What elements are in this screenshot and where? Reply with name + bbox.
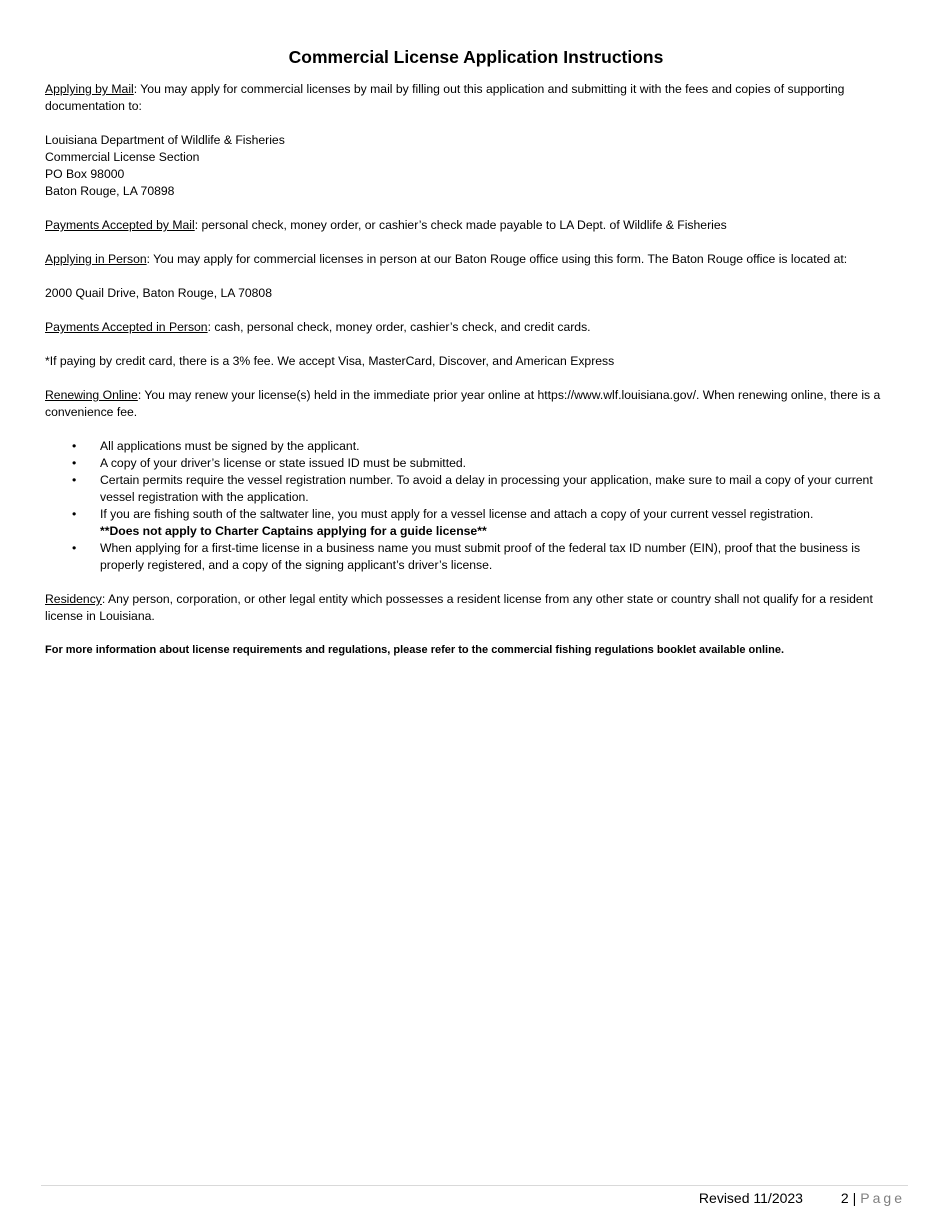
payments-mail-text: : personal check, money order, or cashier’s check made payable to LA Dept. of Wildlife & Fisheries: [194, 218, 727, 232]
person-text: : You may apply for commercial licenses in person at our Baton Rouge office using this form. The Baton Rouge office is located at:: [146, 252, 848, 266]
payments-person-paragraph: [45, 319, 907, 336]
payments-mail-heading: Payments Accepted by Mail: [45, 218, 195, 232]
credit-card-note: *If paying by credit card, there is a 3% fee. We accept Visa, MasterCard, Discover, and American Express: [45, 354, 615, 368]
page-label: Page: [860, 1190, 905, 1206]
person-paragraph: [45, 251, 907, 268]
payments-mail-paragraph: [45, 217, 907, 234]
residency-paragraph: [45, 591, 907, 625]
residency-heading: Residency: [45, 592, 102, 606]
page-title: Commercial License Application Instructions: [288, 47, 664, 67]
bullet-icon: •: [72, 473, 77, 487]
mail-paragraph: [45, 81, 907, 115]
revision-date: Revised 11/2023: [698, 1190, 803, 1206]
requirements-list: [45, 438, 907, 574]
list-item: • A copy of your driver’s license or state issued ID must be submitted.: [72, 456, 467, 470]
footer-divider: [41, 1185, 908, 1186]
renew-text: : You may renew your license(s) held in the immediate prior year online at https://www.wlf.louisiana.gov/. When renewing online, there is a convenience fee.: [45, 388, 881, 419]
mail-heading: Applying by Mail: [45, 82, 134, 96]
page-number: 2: [840, 1190, 849, 1206]
residency-text: : Any person, corporation, or other legal entity which possesses a resident license from any other state or country shall not qualify for a resident license in Louisiana.: [45, 592, 873, 623]
page-footer: [699, 1188, 905, 1208]
mail-text: : You may apply for commercial licenses by mail by filling out this application and submitting it with the fees and copies of supporting documentation to:: [45, 82, 845, 113]
bullet-icon: •: [72, 507, 77, 521]
list-item: • All applications must be signed by the applicant.: [72, 439, 360, 453]
list-item: • Certain permits require the vessel registration number. To avoid a delay in processing your application, make sure to mail a copy of your current vessel registration with the application.: [72, 473, 873, 504]
list-item: • When applying for a first-time license in a business name you must submit proof of the federal tax ID number (EIN), proof that the business is properly registered, and a copy of the signing applicant’s driver’s license.: [72, 541, 861, 572]
list-item: • If you are fishing south of the saltwater line, you must apply for a vessel license and attach a copy of your current vessel registration. **Does not apply to Charter Captains applying for a guide license**: [72, 507, 814, 538]
renew-heading: Renewing Online: [45, 388, 138, 402]
more-info-note: For more information about license requirements and regulations, please refer to the commercial fishing regulations booklet available online.: [45, 644, 784, 656]
person-heading: Applying in Person: [45, 252, 147, 266]
mail-address-line: Baton Rouge, LA 70898: [45, 184, 175, 198]
bullet-icon: •: [72, 541, 77, 555]
office-address: 2000 Quail Drive, Baton Rouge, LA 70808: [45, 286, 272, 300]
mail-address-line: PO Box 98000: [45, 167, 125, 181]
payments-person-text: : cash, personal check, money order, cashier’s check, and credit cards.: [207, 320, 591, 334]
mail-address-line: Commercial License Section: [45, 150, 200, 164]
payments-person-heading: Payments Accepted in Person: [45, 320, 208, 334]
instructions-body: [45, 81, 907, 659]
footer-separator: |: [852, 1190, 857, 1206]
bullet-icon: •: [72, 439, 77, 453]
mail-address-line: Louisiana Department of Wildlife & Fisheries: [45, 133, 285, 147]
renew-paragraph: [45, 387, 907, 421]
bullet-icon: •: [72, 456, 77, 470]
charter-captain-note: **Does not apply to Charter Captains applying for a guide license**: [100, 524, 487, 538]
